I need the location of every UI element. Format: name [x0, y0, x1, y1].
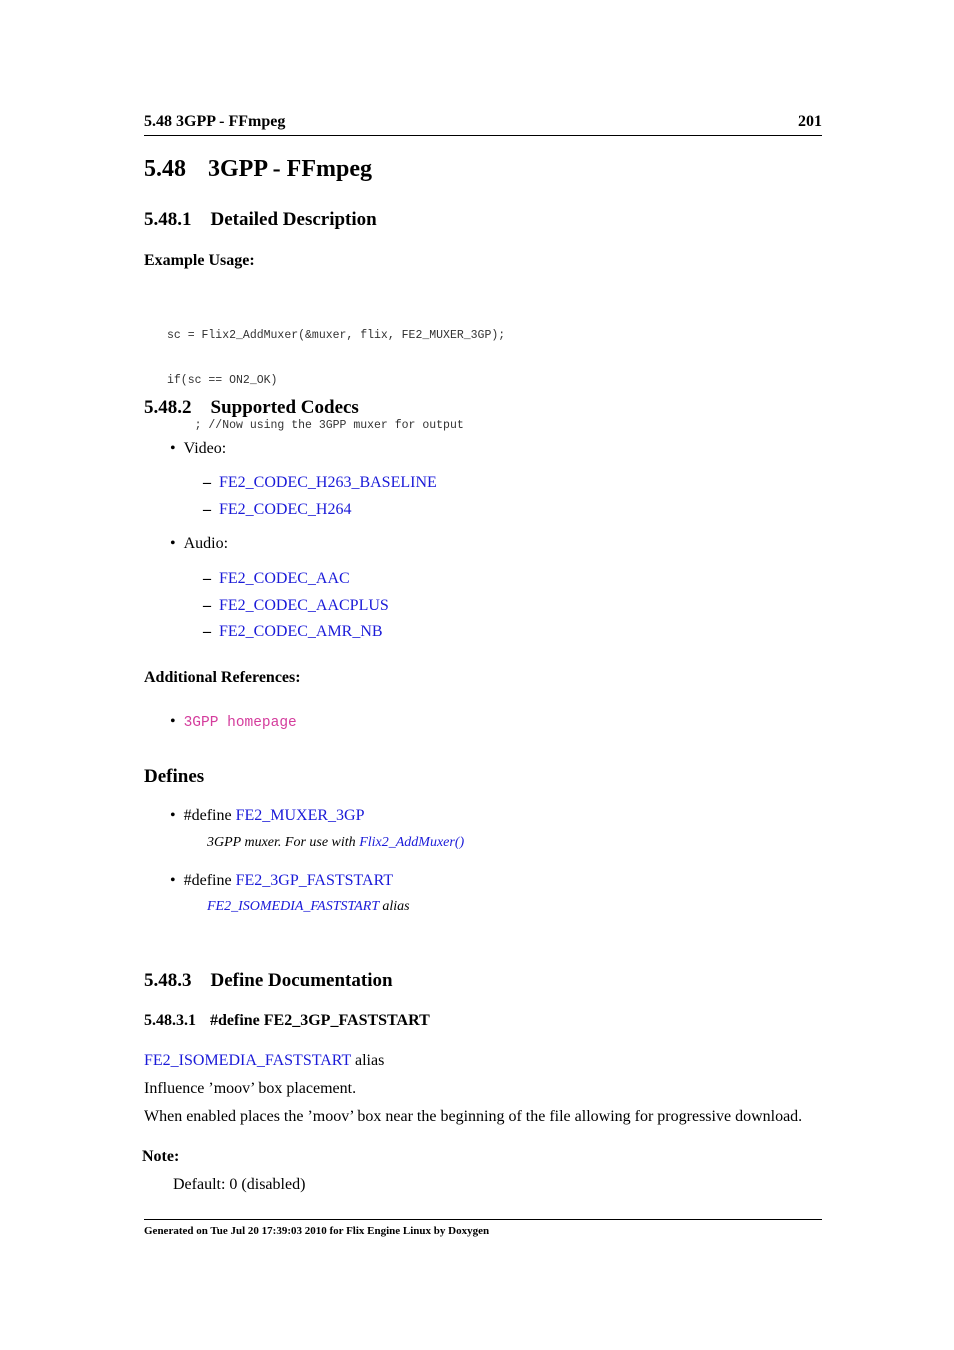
- define-doc-sub-heading-text: #define FE2_3GP_FASTSTART: [210, 1012, 430, 1029]
- header-rule: [144, 135, 822, 136]
- footer-text: Generated on Tue Jul 20 17:39:03 2010 for Flix Engine Linux by Doxygen: [144, 1225, 490, 1237]
- define-desc-text: 3GPP muxer. For use with: [207, 835, 360, 850]
- define-description: [207, 835, 464, 851]
- codec-link-aac[interactable]: FE2_CODEC_AAC: [219, 570, 350, 587]
- running-header-section: 5.48 3GPP - FFmpeg: [144, 113, 286, 130]
- define-prefix: #define: [183, 807, 236, 824]
- bullet-icon: •: [170, 872, 176, 889]
- define-item: [170, 807, 365, 825]
- list-item: [203, 623, 383, 641]
- codec-link-h264[interactable]: FE2_CODEC_H264: [219, 501, 352, 518]
- bullet-icon: •: [170, 807, 176, 824]
- code-block: [167, 298, 505, 448]
- description-line: Influence ’moov’ box placement.: [144, 1080, 357, 1097]
- bullet-icon: •: [170, 440, 176, 457]
- define-desc-suffix: alias: [378, 899, 410, 914]
- note-label: Note:: [142, 1148, 180, 1165]
- title-number: 5.48: [144, 156, 186, 182]
- alias-text: alias: [350, 1052, 385, 1069]
- codec-link-amr-nb[interactable]: FE2_CODEC_AMR_NB: [219, 623, 383, 640]
- code-line: if(sc == ON2_OK): [167, 374, 278, 387]
- dash-icon: –: [203, 597, 211, 614]
- video-label: Video:: [183, 440, 227, 457]
- title-text: 3GPP - FFmpeg: [208, 156, 372, 182]
- defines-heading: Defines: [144, 766, 205, 787]
- codec-link-h263[interactable]: FE2_CODEC_H263_BASELINE: [219, 474, 437, 491]
- flix2-addmuxer-link[interactable]: Flix2_AddMuxer(): [359, 835, 465, 850]
- detailed-heading: [144, 209, 377, 231]
- define-doc-sub-number: 5.48.3.1: [144, 1012, 196, 1029]
- define-item: [170, 872, 393, 890]
- define-description: [207, 899, 410, 915]
- bullet-icon: •: [170, 535, 176, 552]
- codecs-heading: [144, 397, 359, 419]
- code-line: ; //Now using the 3GPP muxer for output: [167, 419, 464, 432]
- codec-link-aacplus[interactable]: FE2_CODEC_AACPLUS: [219, 597, 389, 614]
- dash-icon: –: [203, 474, 211, 491]
- 3gpp-homepage-link[interactable]: 3GPP homepage: [183, 715, 297, 731]
- example-usage-label: Example Usage:: [144, 252, 255, 269]
- define-doc-subheading: [144, 1012, 430, 1030]
- isomedia-faststart-doc-link[interactable]: FE2_ISOMEDIA_FASTSTART: [144, 1052, 351, 1069]
- page-number: 201: [798, 113, 822, 130]
- page-title: [144, 156, 372, 183]
- define-prefix: #define: [183, 872, 236, 889]
- reference-bullet: [170, 713, 297, 731]
- codecs-number: 5.48.2: [144, 397, 192, 418]
- define-doc-heading-text: Define Documentation: [210, 970, 393, 991]
- additional-references-label: Additional References:: [144, 669, 301, 686]
- define-doc-number: 5.48.3: [144, 970, 192, 991]
- define-link-3gp-faststart[interactable]: FE2_3GP_FASTSTART: [235, 872, 394, 889]
- codecs-heading-text: Supported Codecs: [210, 397, 359, 418]
- footer-rule: [144, 1219, 822, 1220]
- detailed-heading-text: Detailed Description: [210, 209, 377, 230]
- audio-label: Audio:: [183, 535, 229, 552]
- alias-line: [144, 1052, 384, 1070]
- define-doc-heading: [144, 970, 393, 992]
- dash-icon: –: [203, 623, 211, 640]
- audio-bullet: [170, 535, 228, 553]
- bullet-icon: •: [170, 713, 176, 730]
- description-line: When enabled places the ’moov’ box near the beginning of the file allowing for progressive download.: [144, 1108, 803, 1125]
- define-link-muxer-3gp[interactable]: FE2_MUXER_3GP: [235, 807, 365, 824]
- code-line: sc = Flix2_AddMuxer(&muxer, flix, FE2_MUXER_3GP);: [167, 329, 506, 342]
- list-item: [203, 474, 437, 492]
- list-item: [203, 570, 350, 588]
- detailed-number: 5.48.1: [144, 209, 192, 230]
- list-item: [203, 501, 351, 519]
- note-text: Default: 0 (disabled): [173, 1176, 306, 1193]
- video-bullet: [170, 440, 226, 458]
- isomedia-faststart-link[interactable]: FE2_ISOMEDIA_FASTSTART: [207, 899, 379, 914]
- list-item: [203, 597, 389, 615]
- dash-icon: –: [203, 501, 211, 518]
- dash-icon: –: [203, 570, 211, 587]
